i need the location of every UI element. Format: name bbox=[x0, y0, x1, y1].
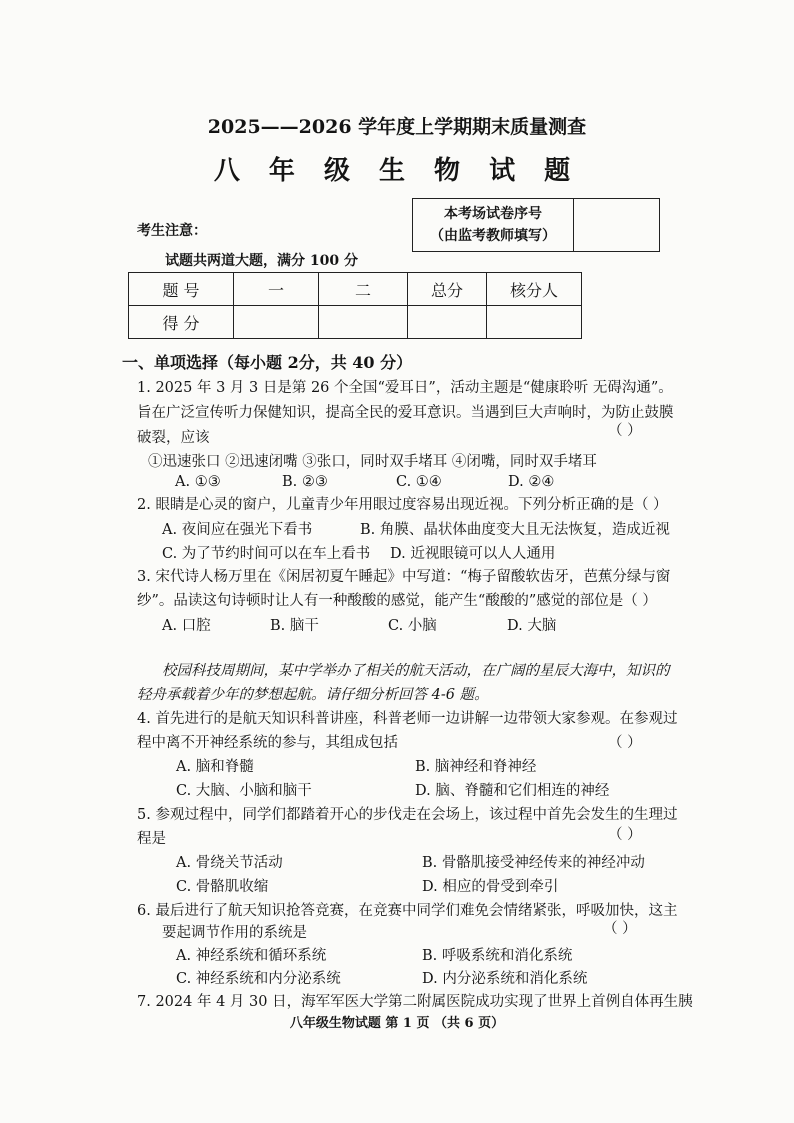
score-cell-checker: 核分人 bbox=[487, 273, 582, 306]
score-blank-2 bbox=[319, 306, 408, 339]
q1-option-a: A. ①③ bbox=[175, 474, 221, 490]
serial-number-label bbox=[413, 199, 574, 251]
q2-option-a: A. 夜间应在强光下看书 bbox=[162, 522, 313, 538]
page-footer: 八年级生物试题 第 1 页 （共 6 页） bbox=[289, 1016, 505, 1031]
exam-year-title: 2025——2026 学年度上学期期末质量测查 bbox=[207, 116, 587, 138]
score-cell-label: 题 号 bbox=[129, 273, 234, 306]
q5-answer-bracket: （ ） bbox=[608, 827, 642, 843]
q1-line3: 破裂，应该 bbox=[137, 430, 210, 446]
score-table bbox=[128, 272, 582, 339]
q1-option-c: C. ①④ bbox=[396, 474, 442, 490]
q4-option-c: C. 大脑、小脑和脑干 bbox=[176, 783, 312, 799]
q6-option-a: A. 神经系统和循环系统 bbox=[176, 948, 327, 964]
score-blank-4 bbox=[487, 306, 582, 339]
q5-line1: 5. 参观过程中，同学们都踏着开心的步伐走在会场上，该过程中首先会发生的生理过 bbox=[137, 807, 678, 823]
q4-line2: 程中离不开神经系统的参与，其组成包括 bbox=[137, 735, 398, 751]
score-blank-3 bbox=[408, 306, 487, 339]
q1-option-b: B. ②③ bbox=[282, 474, 328, 490]
q1-answer-bracket: （ ） bbox=[608, 423, 642, 439]
notice-label: 考生注意： bbox=[137, 223, 207, 239]
q7-line1: 7. 2024 年 4 月 30 日，海军军医大学第二附属医院成功实现了世界上首例自体再生胰 bbox=[137, 994, 693, 1010]
q3-option-d: D. 大脑 bbox=[507, 618, 557, 634]
q2-line1: 2. 眼睛是心灵的窗户，儿童青少年用眼过度容易出现近视。下列分析正确的是（ ） bbox=[137, 497, 668, 513]
q4-option-a: A. 脑和脊髓 bbox=[176, 759, 254, 775]
q3-option-b: B. 脑干 bbox=[270, 618, 319, 634]
q5-option-b: B. 骨骼肌接受神经传来的神经冲动 bbox=[422, 855, 645, 871]
exam-subject-title: 八 年 级 生 物 试 题 bbox=[213, 156, 581, 186]
score-cell-section1: 一 bbox=[234, 273, 319, 306]
q5-option-c: C. 骨骼肌收缩 bbox=[176, 879, 269, 895]
q3-line2: 纱”。品读这句诗顿时让人有一种酸酸的感觉，能产生“酸酸的”感觉的部位是（ ） bbox=[137, 593, 657, 609]
q2-option-c: C. 为了节约时间可以在车上看书 bbox=[162, 546, 371, 562]
q4-option-b: B. 脑神经和脊神经 bbox=[415, 759, 537, 775]
serial-number-box bbox=[412, 198, 660, 252]
q1-option-d: D. ②④ bbox=[508, 474, 555, 490]
score-row-label: 得 分 bbox=[129, 306, 234, 339]
q4-answer-bracket: （ ） bbox=[608, 735, 642, 751]
material-line1: 校园科技周期间，某中学举办了相关的航天活动，在广阔的星辰大海中，知识的 bbox=[162, 663, 670, 679]
exam-info: 试题共两道大题，满分 100 分 bbox=[165, 253, 358, 269]
q3-line1: 3. 宋代诗人杨万里在《闲居初夏午睡起》中写道：“梅子留酸软齿牙，芭蕉分绿与窗 bbox=[137, 569, 671, 585]
q4-option-d: D. 脑、脊髓和它们相连的神经 bbox=[415, 783, 610, 799]
score-cell-total: 总分 bbox=[408, 273, 487, 306]
q1-statements: ①迅速张口 ②迅速闭嘴 ③张口，同时双手堵耳 ④闭嘴，同时双手堵耳 bbox=[148, 454, 597, 470]
score-cell-section2: 二 bbox=[319, 273, 408, 306]
q5-option-d: D. 相应的骨受到牵引 bbox=[422, 879, 559, 895]
q6-line1: 6. 最后进行了航天知识抢答竞赛，在竞赛中同学们难免会情绪紧张，呼吸加快，这主 bbox=[137, 903, 678, 919]
score-table-score-row bbox=[129, 306, 582, 339]
material-line2: 轻舟承载着少年的梦想起航。请仔细分析回答 4-6 题。 bbox=[137, 687, 489, 703]
q6-line2: 要起调节作用的系统是 bbox=[162, 925, 307, 941]
q5-line2: 程是 bbox=[137, 831, 166, 847]
score-table-header-row bbox=[129, 273, 582, 306]
q6-option-c: C. 神经系统和内分泌系统 bbox=[176, 971, 341, 987]
q2-option-b: B. 角膜、晶状体曲度变大且无法恢复，造成近视 bbox=[360, 522, 670, 538]
q6-option-d: D. 内分泌系统和消化系统 bbox=[422, 971, 588, 987]
q2-option-d: D. 近视眼镜可以人人通用 bbox=[390, 546, 556, 562]
serial-label-line1: 本考场试卷序号 bbox=[444, 206, 542, 222]
q4-line1: 4. 首先进行的是航天知识科普讲座，科普老师一边讲解一边带领大家参观。在参观过 bbox=[137, 711, 678, 727]
section-one-heading: 一、单项选择（每小题 2分，共 40 分） bbox=[122, 353, 413, 372]
q5-option-a: A. 骨绕关节活动 bbox=[176, 855, 283, 871]
serial-label-line2: （由监考教师填写） bbox=[430, 228, 556, 244]
q1-line1: 1. 2025 年 3 月 3 日是第 26 个全国“爱耳日”，活动主题是“健康聆听 无碍沟通”。 bbox=[137, 380, 673, 396]
q1-line2: 旨在广泛宣传听力保健知识，提高全民的爱耳意识。当遇到巨大声响时，为防止鼓膜 bbox=[137, 405, 674, 421]
q6-answer-bracket: （ ） bbox=[603, 921, 637, 937]
score-blank-1 bbox=[234, 306, 319, 339]
q3-option-c: C. 小脑 bbox=[388, 618, 437, 634]
q6-option-b: B. 呼吸系统和消化系统 bbox=[422, 948, 573, 964]
q3-option-a: A. 口腔 bbox=[162, 618, 211, 634]
